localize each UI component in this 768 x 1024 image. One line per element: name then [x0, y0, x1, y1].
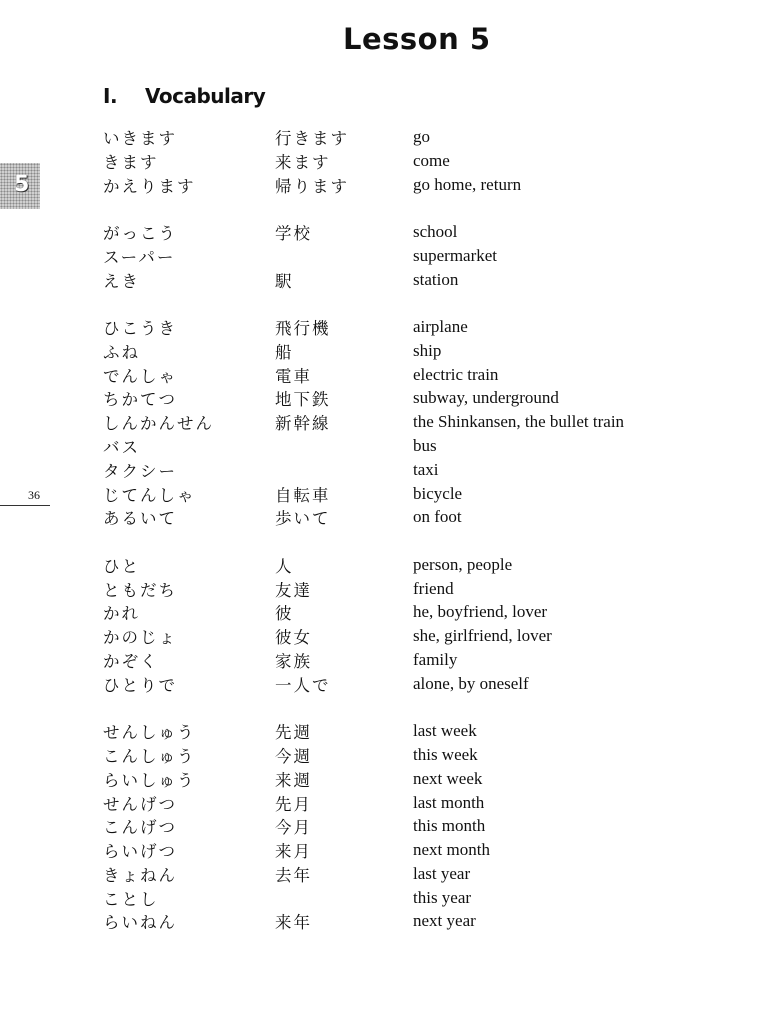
vocab-meaning: station: [413, 269, 459, 289]
vocab-kanji: 新幹線: [275, 414, 331, 434]
vocab-row: [0, 813, 768, 837]
vocab-meaning: go home, return: [413, 174, 522, 194]
vocab-kanji: 先週: [275, 723, 312, 743]
vocab-kana: せんげつ: [103, 794, 177, 814]
vocab-row: [0, 433, 768, 457]
page-number: 36: [28, 488, 40, 502]
vocab-kana: いきます: [103, 129, 177, 148]
vocab-kanji: 歩いて: [275, 509, 331, 529]
vocab-meaning: this week: [413, 744, 478, 764]
vocab-kana: ひこうき: [103, 318, 177, 338]
vocab-kana: しんかんせん: [103, 414, 214, 434]
vocab-kana: ひとりで: [103, 675, 177, 695]
vocab-meaning: last week: [413, 721, 477, 741]
vocab-row: [0, 267, 768, 291]
vocab-kanji: 家族: [275, 651, 312, 671]
vocab-meaning: go: [413, 127, 430, 146]
vocab-row: [0, 243, 768, 267]
vocab-kana: えき: [103, 271, 140, 291]
vocab-kana: バス: [103, 437, 140, 457]
vocab-meaning: bus: [413, 435, 437, 455]
vocab-kana: あるいて: [103, 509, 177, 529]
vocab-row: [0, 124, 768, 148]
vocab-meaning: come: [413, 150, 450, 170]
vocab-kana: ふね: [103, 342, 140, 362]
vocab-meaning: on foot: [413, 507, 462, 527]
vocab-row: [0, 504, 768, 528]
vocab-meaning: airplane: [413, 316, 468, 336]
vocab-meaning: next month: [413, 840, 490, 860]
vocab-kanji: 飛行機: [275, 318, 331, 338]
vocab-row: [0, 623, 768, 647]
vocab-meaning: next year: [413, 911, 476, 931]
vocab-kana: せんしゅう: [103, 723, 196, 743]
vocab-meaning: taxi: [413, 459, 439, 479]
vocab-kana: こんげつ: [103, 818, 177, 838]
vocab-row: [0, 837, 768, 861]
vocab-meaning: alone, by oneself: [413, 673, 529, 693]
vocab-kanji: 駅: [275, 271, 294, 291]
vocab-kanji: 去年: [275, 865, 312, 885]
vocab-kanji: 人: [275, 556, 294, 576]
section-heading: [103, 84, 265, 108]
vocab-meaning: ship: [413, 340, 442, 360]
vocab-row: [0, 718, 768, 742]
vocab-kanji: 来ます: [275, 152, 331, 172]
chapter-tab-number: 5: [14, 172, 30, 197]
vocab-kana: かぞく: [103, 651, 159, 671]
vocab-row: [0, 671, 768, 695]
vocab-meaning: this year: [413, 887, 472, 907]
vocab-row: [0, 362, 768, 386]
vocab-kanji: 電車: [275, 366, 312, 386]
vocabulary-list: [0, 124, 768, 932]
vocab-row: [0, 409, 768, 433]
vocab-row: [0, 908, 768, 932]
vocab-kana: かれ: [103, 604, 140, 624]
vocab-meaning: family: [413, 649, 458, 669]
vocab-meaning: bicycle: [413, 483, 463, 503]
vocab-kana: スーパー: [103, 247, 176, 267]
vocab-kanji: 一人で: [275, 675, 331, 695]
vocab-row: [0, 385, 768, 409]
vocab-row: [0, 742, 768, 766]
vocab-kana: ことし: [103, 889, 159, 909]
vocab-row: [0, 647, 768, 671]
vocab-row: [0, 172, 768, 196]
vocab-kanji: 帰ります: [275, 176, 349, 196]
vocab-kanji: 今月: [275, 818, 312, 838]
vocab-meaning: person, people: [413, 554, 513, 574]
vocab-kanji: 彼: [275, 604, 294, 624]
vocab-kana: でんしゃ: [103, 366, 177, 386]
vocab-meaning: subway, underground: [413, 388, 559, 408]
vocab-kanji: 自転車: [275, 485, 331, 505]
vocab-meaning: electric train: [413, 364, 499, 384]
vocab-row: [0, 219, 768, 243]
vocab-kanji: 先月: [275, 794, 312, 814]
vocab-kana: かえります: [103, 176, 196, 196]
vocab-meaning: the Shinkansen, the bullet train: [413, 412, 625, 432]
vocab-kanji: 来月: [275, 842, 312, 862]
vocab-meaning: friend: [413, 578, 454, 598]
vocab-meaning: last year: [413, 863, 471, 883]
vocab-row: [0, 552, 768, 576]
vocab-kanji: 来年: [275, 913, 312, 933]
vocab-kanji: 行きます: [275, 129, 349, 148]
vocab-kanji: 今週: [275, 746, 312, 766]
vocab-meaning: last month: [413, 792, 485, 812]
vocab-kana: ひと: [103, 556, 140, 576]
vocab-row: [0, 885, 768, 909]
vocab-row: [0, 766, 768, 790]
vocab-kana: かのじょ: [103, 628, 177, 648]
vocab-kanji: 来週: [275, 770, 312, 790]
vocab-kanji: 学校: [275, 223, 312, 243]
vocab-kanji: 船: [275, 342, 294, 362]
vocab-meaning: next week: [413, 768, 483, 788]
vocab-row: [0, 481, 768, 505]
vocab-meaning: she, girlfriend, lover: [413, 626, 552, 646]
vocab-row: [0, 457, 768, 481]
vocab-kana: こんしゅう: [103, 746, 196, 766]
vocab-kana: じてんしゃ: [103, 485, 196, 505]
vocab-meaning: he, boyfriend, lover: [413, 602, 548, 622]
vocab-kana: らいげつ: [103, 842, 177, 862]
vocab-kana: ともだち: [103, 580, 177, 600]
vocab-kana: きょねん: [103, 865, 177, 885]
vocab-row: [0, 861, 768, 885]
vocab-row: [0, 148, 768, 172]
vocab-kana: らいしゅう: [103, 770, 196, 790]
vocab-row: [0, 314, 768, 338]
section-number: I.: [103, 84, 118, 108]
vocab-kanji: 彼女: [275, 628, 312, 648]
vocab-row: [0, 790, 768, 814]
vocab-kana: ちかてつ: [103, 390, 177, 410]
vocab-meaning: school: [413, 221, 458, 241]
lesson-title: Lesson 5: [343, 22, 491, 56]
vocab-kanji: 友達: [275, 580, 312, 600]
vocab-kana: がっこう: [103, 223, 177, 243]
section-title: Vocabulary: [145, 84, 266, 108]
vocab-kana: らいねん: [103, 913, 177, 933]
vocab-row: [0, 576, 768, 600]
vocab-kanji: 地下鉄: [275, 390, 331, 410]
vocab-row: [0, 338, 768, 362]
vocab-meaning: this month: [413, 816, 486, 836]
vocab-row: [0, 599, 768, 623]
vocab-kana: タクシー: [103, 461, 177, 481]
vocab-kana: きます: [103, 152, 159, 172]
vocab-meaning: supermarket: [413, 245, 498, 265]
